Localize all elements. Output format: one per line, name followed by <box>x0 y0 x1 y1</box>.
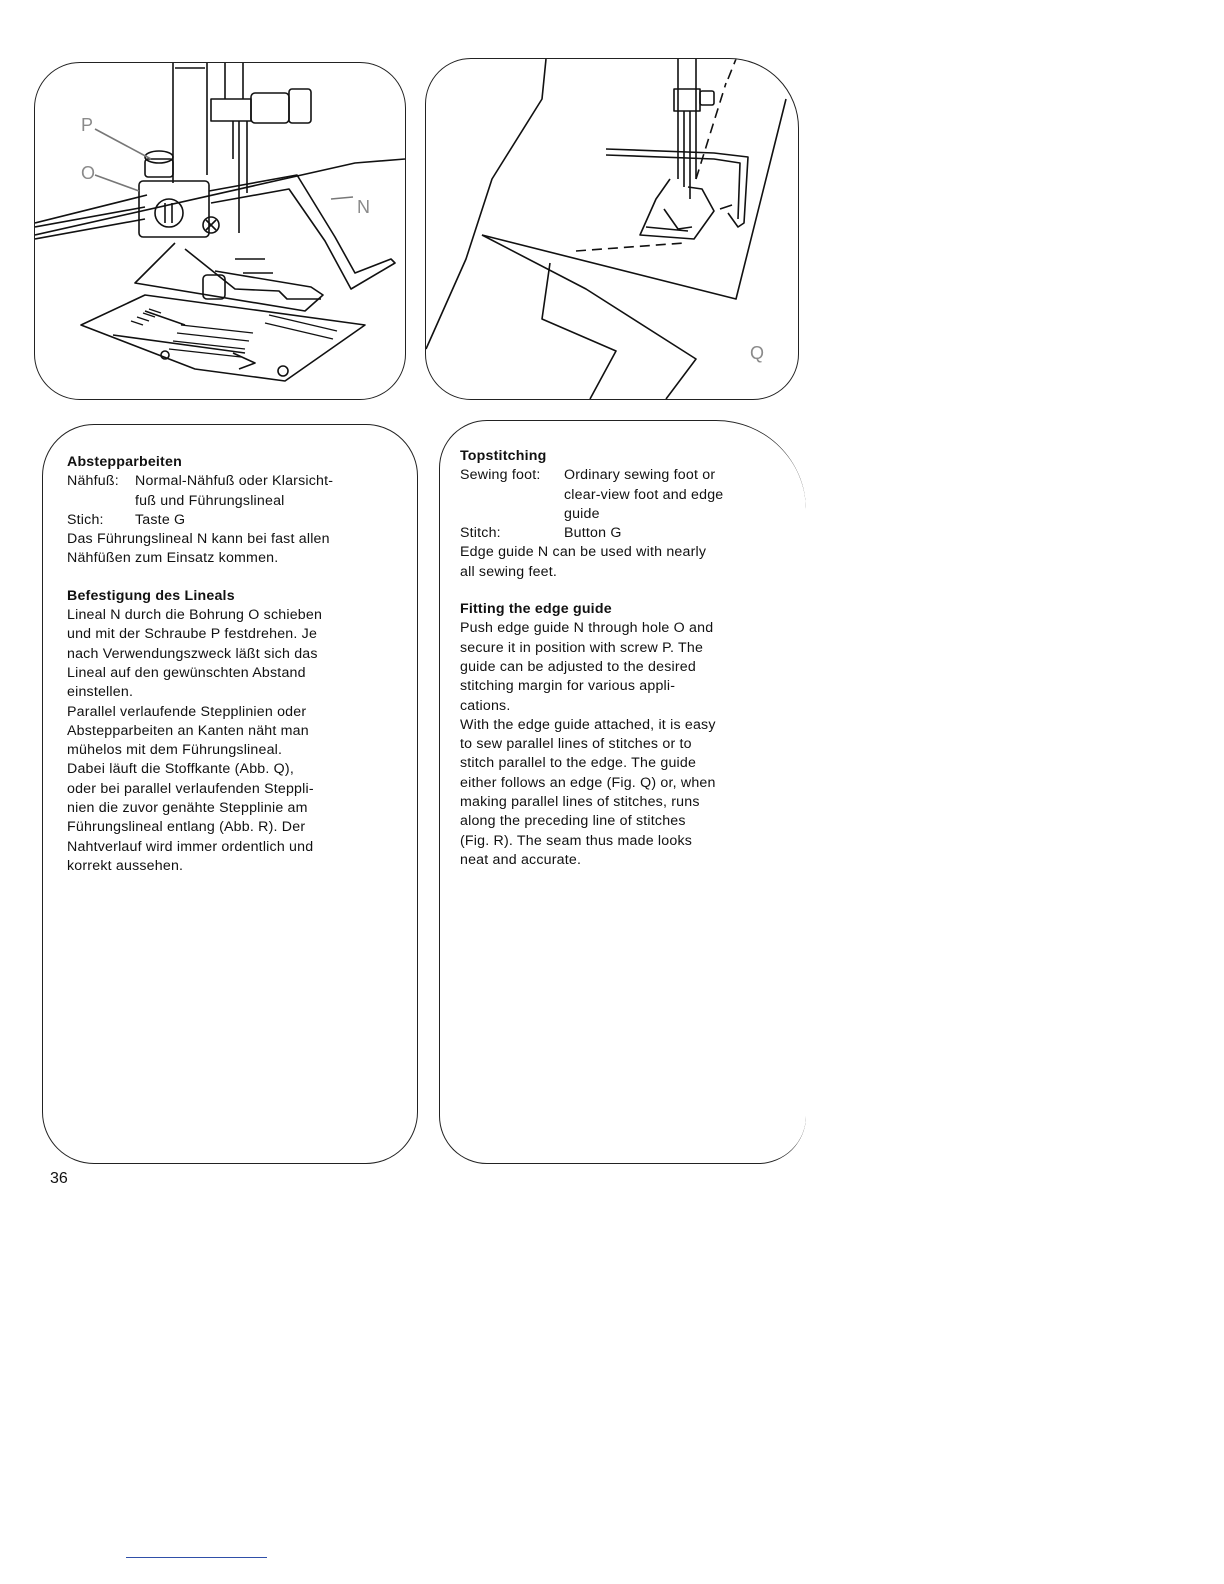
german-body-line: Führungslineal entlang (Abb. R). Der <box>67 819 306 836</box>
english-body-line: Push edge guide N through hole O and <box>460 620 714 637</box>
english-body-line: along the preceding line of stitches <box>460 813 686 830</box>
english-body-line: making parallel lines of stitches, runs <box>460 794 700 811</box>
english-body-line: cations. <box>460 697 511 714</box>
english-body-line: secure it in position with screw P. The <box>460 639 704 656</box>
english-body-line: guide can be adjusted to the desired <box>460 658 696 675</box>
edge-guide-illustration <box>34 62 406 400</box>
english-foot-value-cont: clear-view foot and edge <box>564 486 724 503</box>
english-body-line: neat and accurate. <box>460 851 582 868</box>
german-body-line: korrekt aussehen. <box>67 857 184 874</box>
german-body-line: und mit der Schraube P festdrehen. Je <box>67 626 318 643</box>
german-body-line: einstellen. <box>67 684 134 701</box>
english-body-line: either follows an edge (Fig. Q) or, when <box>460 774 716 791</box>
german-body-line: Nahtverlauf wird immer ordentlich und <box>67 838 314 855</box>
english-stitch-value: Button G <box>564 525 622 542</box>
german-heading: Abstepparbeiten <box>67 454 182 470</box>
english-intro-line: all sewing feet. <box>460 563 558 580</box>
footer-divider <box>126 1557 267 1558</box>
german-body-line: Lineal auf den gewünschten Abstand <box>67 664 306 681</box>
english-foot-value-cont: guide <box>564 505 600 522</box>
german-stitch-key: Stich: <box>67 511 104 528</box>
label-n: N <box>357 197 370 217</box>
english-foot-value: Ordinary sewing foot or <box>564 467 716 484</box>
german-instructions-panel <box>42 424 418 1164</box>
german-body-line: mühelos mit dem Führungslineal. <box>67 742 283 759</box>
label-o: O <box>81 163 96 183</box>
german-stitch-value: Taste G <box>135 511 186 528</box>
german-body-line: Lineal N durch die Bohrung O schieben <box>67 607 323 624</box>
english-body-line: With the edge guide attached, it is easy <box>460 716 716 733</box>
english-body-line: to sew parallel lines of stitches or to <box>460 736 692 753</box>
english-instructions-panel <box>439 420 806 1164</box>
topstitching-illustration <box>425 58 799 400</box>
label-q: Q <box>750 343 765 363</box>
page-number: 36 <box>50 1170 68 1187</box>
german-foot-key: Nähfuß: <box>67 473 119 490</box>
german-body-line: oder bei parallel verlaufenden Steppli- <box>67 780 314 797</box>
sewing-machine-foot-drawing <box>35 63 405 399</box>
german-body-line: Parallel verlaufende Stepplinien oder <box>67 703 307 720</box>
german-body-line: nien die zuvor genähte Stepplinie am <box>67 800 308 817</box>
german-body-line: Abstepparbeiten an Kanten näht man <box>67 722 309 739</box>
english-body-line: (Fig. R). The seam thus made looks <box>460 832 693 849</box>
german-foot-value: Normal-Nähfuß oder Klarsicht- <box>135 473 334 490</box>
english-body-line: stitch parallel to the edge. The guide <box>460 755 697 772</box>
german-subheading: Befestigung des Lineals <box>67 587 235 604</box>
german-intro-line: Nähfüßen zum Einsatz kommen. <box>67 550 279 567</box>
english-foot-key: Sewing foot: <box>460 467 541 484</box>
english-heading: Topstitching <box>460 448 547 464</box>
german-foot-value-cont: fuß und Führungslineal <box>135 492 285 509</box>
german-body-line: nach Verwendungszweck läßt sich das <box>67 645 318 662</box>
label-p: P <box>81 115 94 135</box>
fabric-edge-drawing <box>426 59 798 399</box>
german-body-line: Dabei läuft die Stoffkante (Abb. Q), <box>67 761 294 778</box>
english-intro-line: Edge guide N can be used with nearly <box>460 544 707 561</box>
english-body-line: stitching margin for various appli- <box>460 678 676 695</box>
german-intro-line: Das Führungslineal N kann bei fast allen <box>67 531 330 548</box>
english-subheading: Fitting the edge guide <box>460 601 612 618</box>
english-stitch-key: Stitch: <box>460 525 501 542</box>
